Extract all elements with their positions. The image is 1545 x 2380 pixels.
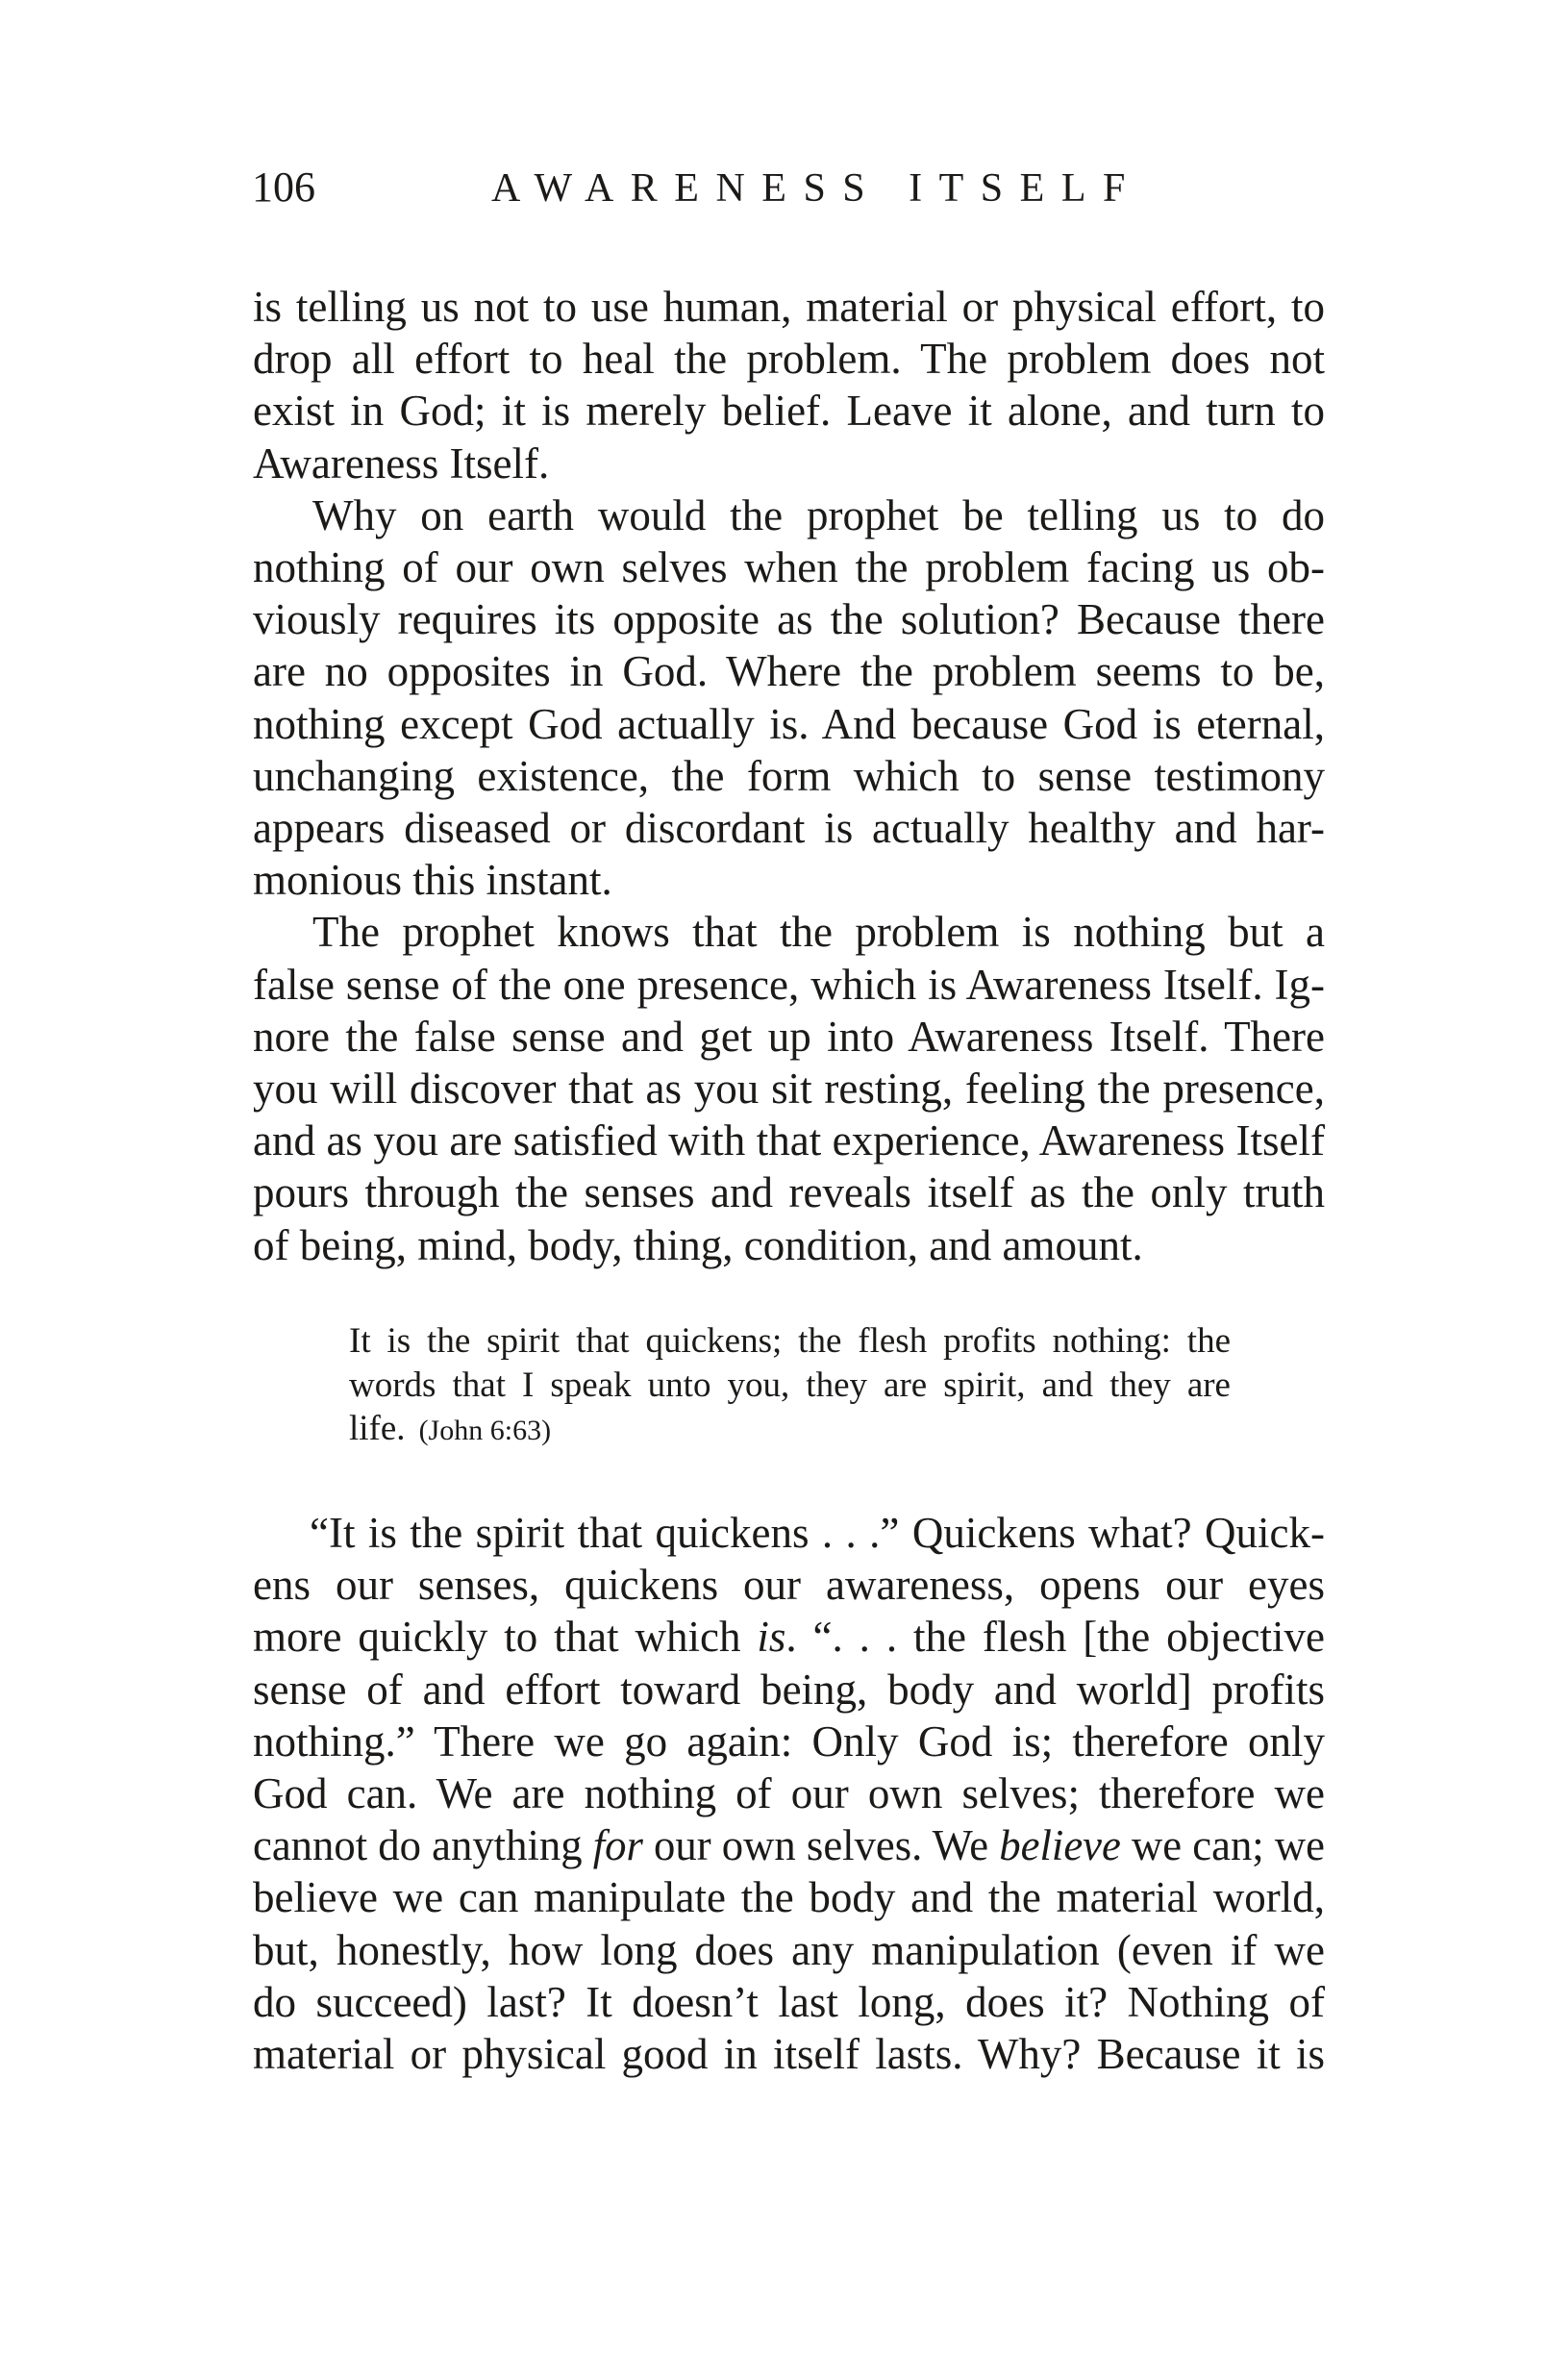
paragraph-line <box>253 750 1325 802</box>
paragraph-line <box>253 281 1325 333</box>
paragraph-line <box>253 2028 1325 2080</box>
paragraph-line <box>253 1115 1325 1166</box>
paragraph-line <box>253 1664 1325 1716</box>
paragraph-line <box>312 489 1325 541</box>
italic-text: believe <box>999 1821 1121 1870</box>
text-run: and as you are satisfied with that experience, Awareness Itself <box>253 1116 1325 1165</box>
text-run: false sense of the one presence, which is Awareness Itself. Ig- <box>253 960 1325 1009</box>
paragraph-line <box>253 1716 1325 1767</box>
quote-line <box>349 1407 1231 1451</box>
scripture-citation: (John 6:63) <box>418 1415 552 1446</box>
running-title: AWARENESS ITSELF <box>491 166 1142 211</box>
text-run: . “. . . the flesh [the objective <box>785 1613 1325 1662</box>
text-run: exist in God; it is merely belief. Leave it alone, and turn to <box>253 387 1325 436</box>
text-run: The prophet knows that the problem is nothing but a <box>312 908 1325 957</box>
paragraph-line <box>253 1063 1325 1115</box>
text-run: appears diseased or discordant is actually healthy and har- <box>253 804 1325 852</box>
text-run: do succeed) last? It doesn’t last long, does it? Nothing of <box>253 1977 1325 2026</box>
paragraph-line <box>253 1611 1325 1663</box>
paragraph-line <box>253 438 1325 489</box>
paragraph-line <box>253 1871 1325 1923</box>
text-run: our own selves. We <box>642 1821 1000 1870</box>
page-number: 106 <box>252 163 315 211</box>
paragraph-line <box>253 645 1325 697</box>
text-run: “It is the spirit that quickens . . .” Quickens what? Quick- <box>310 1509 1326 1557</box>
text-run: is telling us not to use human, material or physical effort, to <box>253 283 1325 331</box>
text-run: nothing of our own selves when the problem facing us ob- <box>253 543 1325 591</box>
text-run: Why on earth would the prophet be telling us to do <box>312 490 1325 539</box>
text-run: believe we can manipulate the body and the material world, <box>253 1873 1325 1922</box>
text-run: monious this instant. <box>253 856 612 905</box>
text-run: sense of and effort toward being, body and world] profits <box>253 1665 1325 1714</box>
text-run: more quickly to that which <box>253 1613 758 1662</box>
italic-text: for <box>592 1821 643 1870</box>
text-run: but, honestly, how long does any manipulation (even if we <box>253 1925 1325 1974</box>
text-run: material or physical good in itself lasts. Why? Because it is <box>253 2030 1325 2078</box>
text-run: words that I speak unto you, they are spirit, and they are <box>349 1365 1231 1405</box>
paragraph-line <box>253 1924 1325 1976</box>
text-run: ens our senses, quickens our awareness, opens our eyes <box>253 1561 1325 1610</box>
text-run: pours through the senses and reveals itself as the only truth <box>253 1168 1325 1217</box>
paragraph-line <box>253 802 1325 854</box>
paragraph-line <box>253 593 1325 645</box>
paragraph-line <box>253 1559 1325 1611</box>
text-run: life. <box>349 1409 406 1448</box>
text-run: cannot do anything <box>253 1821 593 1870</box>
text-run: It is the spirit that quickens; the flesh profits nothing: the <box>349 1321 1232 1361</box>
paragraph-line <box>253 1976 1325 2028</box>
quote-line <box>349 1364 1231 1408</box>
text-run: of being, mind, body, thing, condition, and amount. <box>253 1220 1143 1269</box>
text-run: unchanging existence, the form which to sense testimony <box>253 751 1326 800</box>
paragraph-line <box>253 541 1325 593</box>
paragraph-line <box>253 698 1325 750</box>
paragraph-line <box>253 333 1325 385</box>
running-head <box>0 0 1545 231</box>
quote-line <box>349 1319 1231 1364</box>
text-run: God can. We are nothing of our own selves; therefore we <box>253 1769 1326 1817</box>
text-run: we can; we <box>1120 1821 1326 1870</box>
text-run: drop all effort to heal the problem. The problem does not <box>253 335 1325 384</box>
paragraph-line <box>253 854 1325 906</box>
paragraph-line <box>312 906 1325 958</box>
paragraph-line <box>253 1219 1325 1271</box>
text-run: viously requires its opposite as the solution? Because there <box>253 595 1325 644</box>
paragraph-line <box>253 1767 1325 1819</box>
paragraph-line <box>253 959 1325 1011</box>
text-run: you will discover that as you sit resting, feeling the presence, <box>253 1065 1325 1113</box>
paragraph-line <box>253 1011 1325 1063</box>
text-run: are no opposites in God. Where the problem seems to be, <box>253 647 1325 696</box>
paragraph-line <box>253 385 1325 437</box>
text-run: Awareness Itself. <box>253 438 550 488</box>
italic-text: is <box>757 1613 786 1662</box>
paragraph-line <box>253 1166 1325 1218</box>
paragraph-line <box>253 1819 1325 1871</box>
text-run: nore the false sense and get up into Awareness Itself. There <box>253 1012 1325 1061</box>
paragraph-line <box>310 1507 1325 1559</box>
text-run: nothing except God actually is. And because God is eternal, <box>253 699 1325 748</box>
text-run: nothing.” There we go again: Only God is; therefore only <box>253 1716 1325 1766</box>
